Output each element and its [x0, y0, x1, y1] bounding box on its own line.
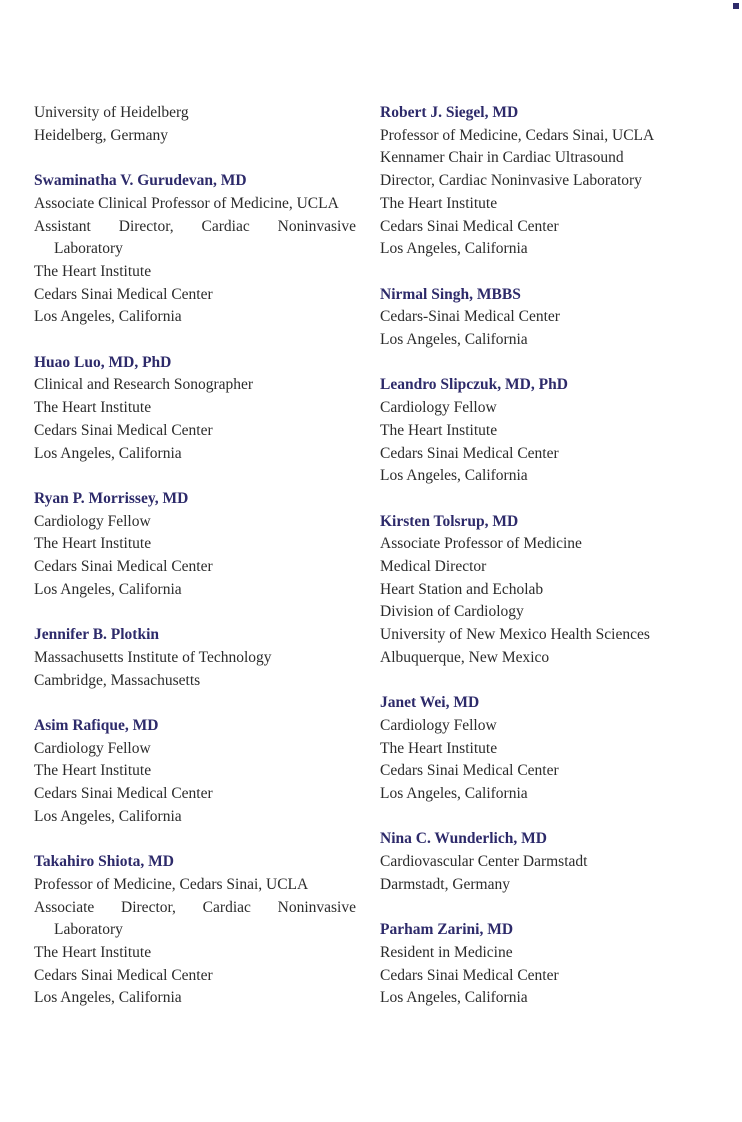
affiliation-line: Cedars Sinai Medical Center	[380, 966, 559, 984]
left-column	[34, 102, 356, 1033]
contributor-name: Leandro Slipczuk, MD, PhD	[380, 376, 568, 394]
contributor-entry	[34, 715, 356, 829]
contributor-entry	[34, 170, 356, 329]
affiliation-line: Cedars Sinai Medical Center	[380, 444, 559, 462]
affiliation-line: Associate Clinical Professor of Medicine, UCLA	[34, 194, 339, 212]
affiliation-line: Los Angeles, California	[34, 444, 182, 462]
affiliation-line: University of New Mexico Health Sciences	[380, 626, 650, 644]
contributor-name: Robert J. Siegel, MD	[380, 104, 519, 121]
affiliation-line: The Heart Institute	[380, 194, 498, 212]
affiliation-line: The Heart Institute	[34, 399, 152, 417]
affiliation-line: Los Angeles, California	[34, 807, 182, 825]
contributor-entry	[380, 511, 725, 670]
affiliation-line: Los Angeles, California	[34, 989, 182, 1007]
affiliation-line: Cambridge, Massachusetts	[34, 671, 201, 689]
contributor-name: Nirmal Singh, MBBS	[380, 285, 521, 303]
affiliation-line: Heidelberg, Germany	[34, 126, 168, 144]
contributor-entry	[380, 102, 725, 261]
affiliation-line: Cardiovascular Center Darmstadt	[380, 853, 588, 871]
affiliation-line: Professor of Medicine, Cedars Sinai, UCLA	[380, 126, 655, 144]
contributor-entry	[380, 374, 725, 488]
affiliation-line: Los Angeles, California	[380, 989, 528, 1007]
affiliation-line: Darmstadt, Germany	[380, 875, 510, 893]
contributor-name: Parham Zarini, MD	[380, 921, 514, 939]
affiliation-line: Clinical and Research Sonographer	[34, 376, 254, 394]
contributor-entry	[34, 851, 356, 1010]
contributor-name: Jennifer B. Plotkin	[34, 626, 160, 644]
contributor-name: Nina C. Wunderlich, MD	[380, 830, 547, 848]
affiliation-line: Albuquerque, New Mexico	[380, 648, 550, 666]
affiliation-line: The Heart Institute	[34, 762, 152, 780]
affiliation-line: Los Angeles, California	[380, 785, 528, 803]
contributor-entry	[34, 488, 356, 602]
affiliation-line: Assistant Director, Cardiac Noninvasive Laboratory	[34, 217, 356, 258]
affiliation-line: Cedars Sinai Medical Center	[34, 285, 213, 303]
contributor-name: Kirsten Tolsrup, MD	[380, 512, 519, 530]
contributor-entry	[380, 828, 725, 896]
affiliation-line: The Heart Institute	[34, 535, 152, 553]
affiliation-line: Los Angeles, California	[380, 331, 528, 349]
affiliation-line: Cardiology Fellow	[34, 739, 151, 757]
right-column	[380, 102, 725, 1033]
affiliation-line: Cardiology Fellow	[380, 716, 497, 734]
affiliation-line: The Heart Institute	[34, 262, 152, 280]
affiliation-line: Massachusetts Institute of Technology	[34, 648, 272, 666]
affiliation-line: Los Angeles, California	[380, 467, 528, 485]
affiliation-line: Cedars Sinai Medical Center	[380, 217, 559, 235]
contributor-entry	[380, 692, 725, 806]
affiliation-line: Medical Director	[380, 558, 487, 576]
contributor-entry	[380, 284, 725, 352]
corner-mark	[733, 3, 739, 9]
contributor-name: Huao Luo, MD, PhD	[34, 353, 172, 371]
affiliation-line: Cedars Sinai Medical Center	[34, 421, 213, 439]
contributor-entry	[34, 352, 356, 466]
affiliation-line: University of Heidelberg	[34, 104, 189, 121]
affiliation-line: Professor of Medicine, Cedars Sinai, UCLA	[34, 875, 309, 893]
contributor-name: Takahiro Shiota, MD	[34, 853, 174, 871]
affiliation-line: Resident in Medicine	[380, 943, 513, 961]
affiliation-line: Associate Director, Cardiac Noninvasive Laboratory	[34, 898, 356, 939]
contributor-entry	[380, 919, 725, 1010]
affiliation-line: Division of Cardiology	[380, 603, 524, 621]
contributor-name: Swaminatha V. Gurudevan, MD	[34, 172, 247, 190]
affiliation-line: Cedars-Sinai Medical Center	[380, 308, 560, 326]
affiliation-line: The Heart Institute	[34, 943, 152, 961]
affiliation-line: Los Angeles, California	[380, 240, 528, 258]
contributor-name: Asim Rafique, MD	[34, 716, 159, 734]
contributor-name: Ryan P. Morrissey, MD	[34, 489, 189, 507]
affiliation-line: Kennamer Chair in Cardiac Ultrasound	[380, 149, 624, 167]
contributor-entry-continued	[34, 102, 356, 147]
affiliation-line: Los Angeles, California	[34, 308, 182, 326]
affiliation-line: Los Angeles, California	[34, 580, 182, 598]
affiliation-line: Associate Professor of Medicine	[380, 535, 582, 553]
affiliation-line: Cedars Sinai Medical Center	[34, 966, 213, 984]
affiliation-line: Director, Cardiac Noninvasive Laboratory	[380, 172, 642, 190]
contributor-name: Janet Wei, MD	[380, 694, 480, 712]
affiliation-line: Cedars Sinai Medical Center	[34, 785, 213, 803]
affiliation-line: Cardiology Fellow	[34, 512, 151, 530]
affiliation-line: Heart Station and Echolab	[380, 580, 544, 598]
affiliation-line: The Heart Institute	[380, 421, 498, 439]
affiliation-line: Cedars Sinai Medical Center	[34, 558, 213, 576]
affiliation-line: The Heart Institute	[380, 739, 498, 757]
affiliation-line: Cedars Sinai Medical Center	[380, 762, 559, 780]
affiliation-line: Cardiology Fellow	[380, 399, 497, 417]
contributor-entry	[34, 624, 356, 692]
